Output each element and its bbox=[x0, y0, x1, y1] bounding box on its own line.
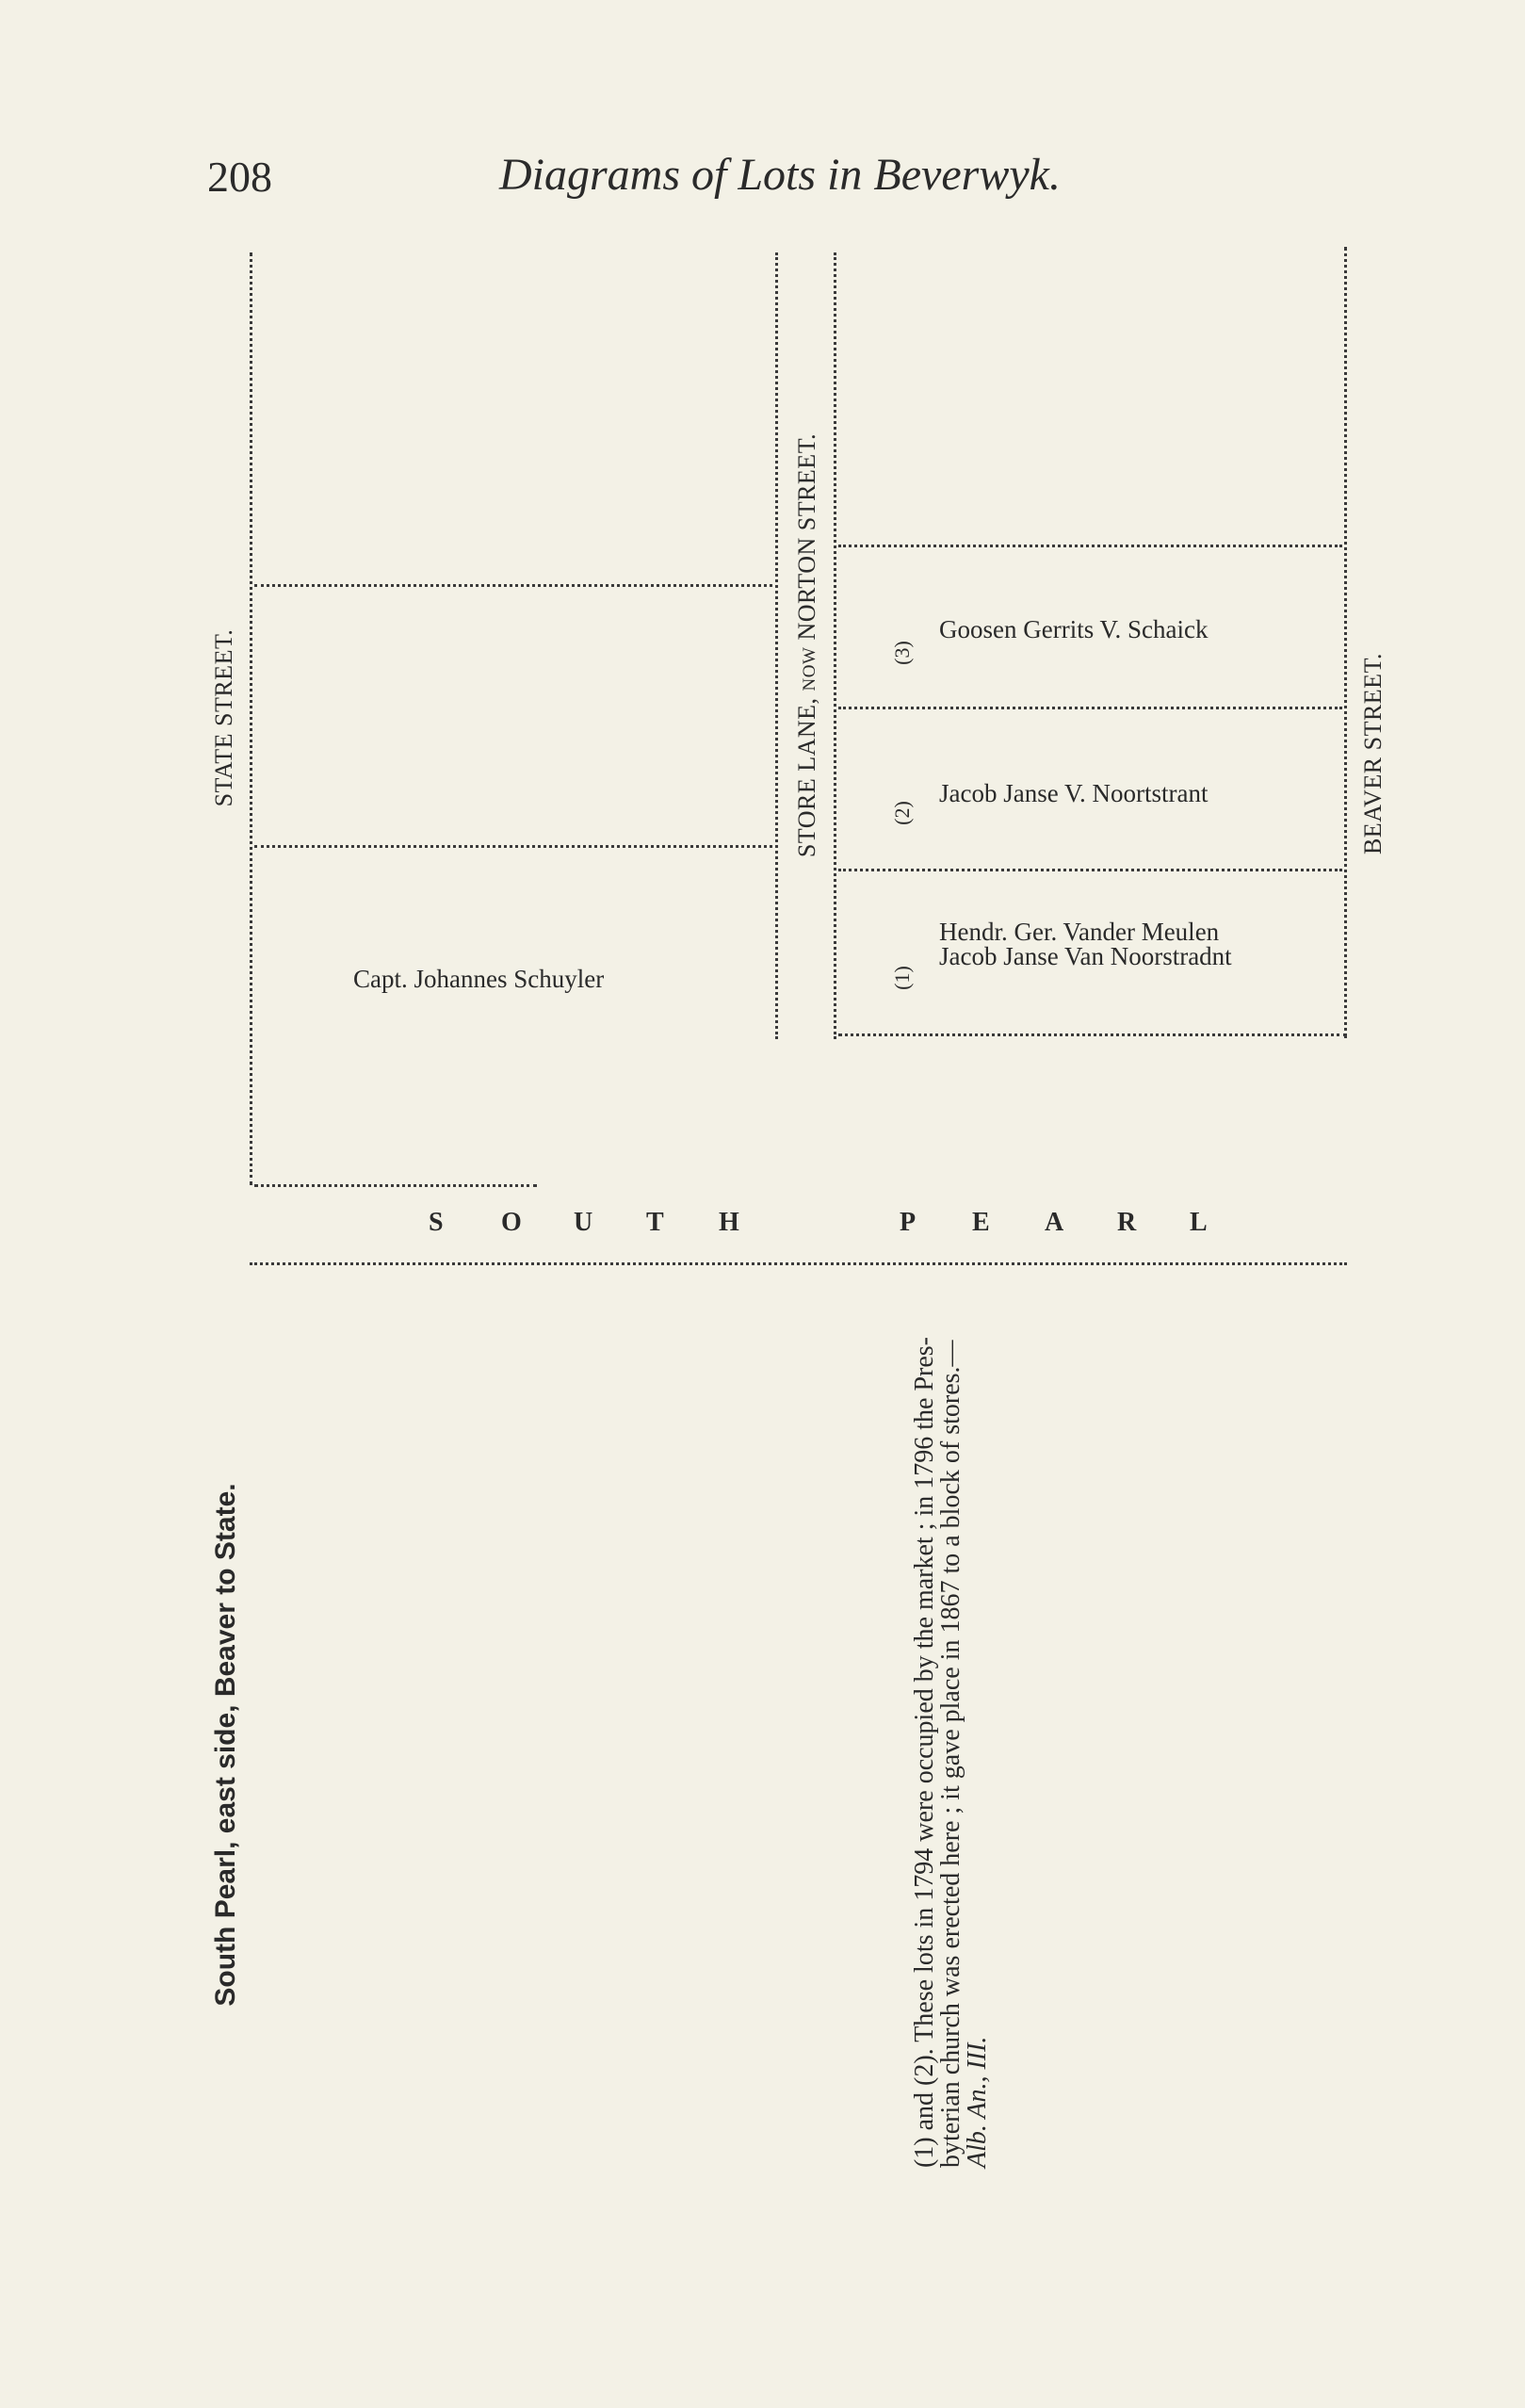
store-lane-now: NOW bbox=[800, 646, 819, 691]
footnote-citation: Alb. An., III. bbox=[963, 2036, 992, 2169]
south-pearl-letter: E bbox=[972, 1208, 990, 1237]
state-street-label: STATE STREET. bbox=[210, 628, 237, 807]
footnote-line-3 bbox=[965, 1337, 991, 2168]
store-lane-east-line bbox=[834, 252, 836, 1039]
footnote bbox=[912, 1337, 991, 2168]
south-pearl-letter: U bbox=[574, 1208, 593, 1237]
south-pearl-letter: P bbox=[900, 1208, 917, 1237]
beaver-street-line bbox=[1344, 247, 1347, 1038]
west-lot-line-bottom bbox=[254, 845, 772, 848]
south-pearl-letter: S bbox=[429, 1208, 444, 1237]
page-title: Diagrams of Lots in Beverwyk. bbox=[499, 150, 1061, 200]
lot-2-owner: Jacob Janse V. Noortstrant bbox=[939, 779, 1209, 807]
beaver-street-label: BEAVER STREET. bbox=[1359, 652, 1387, 855]
store-lane-suffix: NORTON STREET. bbox=[793, 432, 820, 647]
lot-3-owner: Goosen Gerrits V. Schaick bbox=[939, 615, 1209, 643]
lot-number-3: (3) bbox=[890, 641, 914, 665]
west-block-bottom bbox=[254, 1184, 537, 1187]
page-number: 208 bbox=[207, 153, 272, 201]
south-pearl-letter: L bbox=[1190, 1208, 1208, 1237]
footnote-line-1: (1) and (2). These lots in 1794 were occupied by the market ; in 1796 the Pres- bbox=[910, 1336, 939, 2169]
footnote-line-2: byterian church was erected here ; it gave place in 1867 to a block of stores.— bbox=[936, 1340, 965, 2169]
east-lot-line-2-top bbox=[838, 707, 1342, 709]
south-pearl-letter: A bbox=[1045, 1208, 1064, 1237]
lot-number-1: (1) bbox=[890, 966, 914, 990]
west-lot-owner: Capt. Johannes Schuyler bbox=[353, 965, 605, 993]
lot-number-2: (2) bbox=[890, 801, 914, 825]
state-street-line bbox=[250, 252, 252, 1185]
south-pearl-letter: H bbox=[719, 1208, 739, 1237]
lot-1-owner-b: Jacob Janse Van Noorstradnt bbox=[939, 942, 1232, 970]
side-caption: South Pearl, east side, Beaver to State. bbox=[210, 1483, 241, 2007]
south-pearl-letter: O bbox=[501, 1208, 522, 1237]
store-lane-label bbox=[795, 433, 819, 857]
east-lot-line-3-top bbox=[838, 545, 1342, 547]
south-pearl-letter: R bbox=[1117, 1208, 1137, 1237]
store-lane-prefix: STORE LANE, bbox=[793, 691, 820, 858]
south-pearl-line bbox=[250, 1262, 1347, 1265]
south-pearl-label bbox=[429, 1208, 1262, 1238]
east-lot-line-1-top bbox=[838, 869, 1342, 871]
south-pearl-letter: T bbox=[646, 1208, 664, 1237]
east-block-bottom bbox=[838, 1033, 1347, 1036]
store-lane-west-line bbox=[775, 252, 778, 1039]
west-lot-line-top bbox=[254, 584, 772, 587]
lot-1-owner-a: Hendr. Ger. Vander Meulen bbox=[939, 918, 1220, 946]
